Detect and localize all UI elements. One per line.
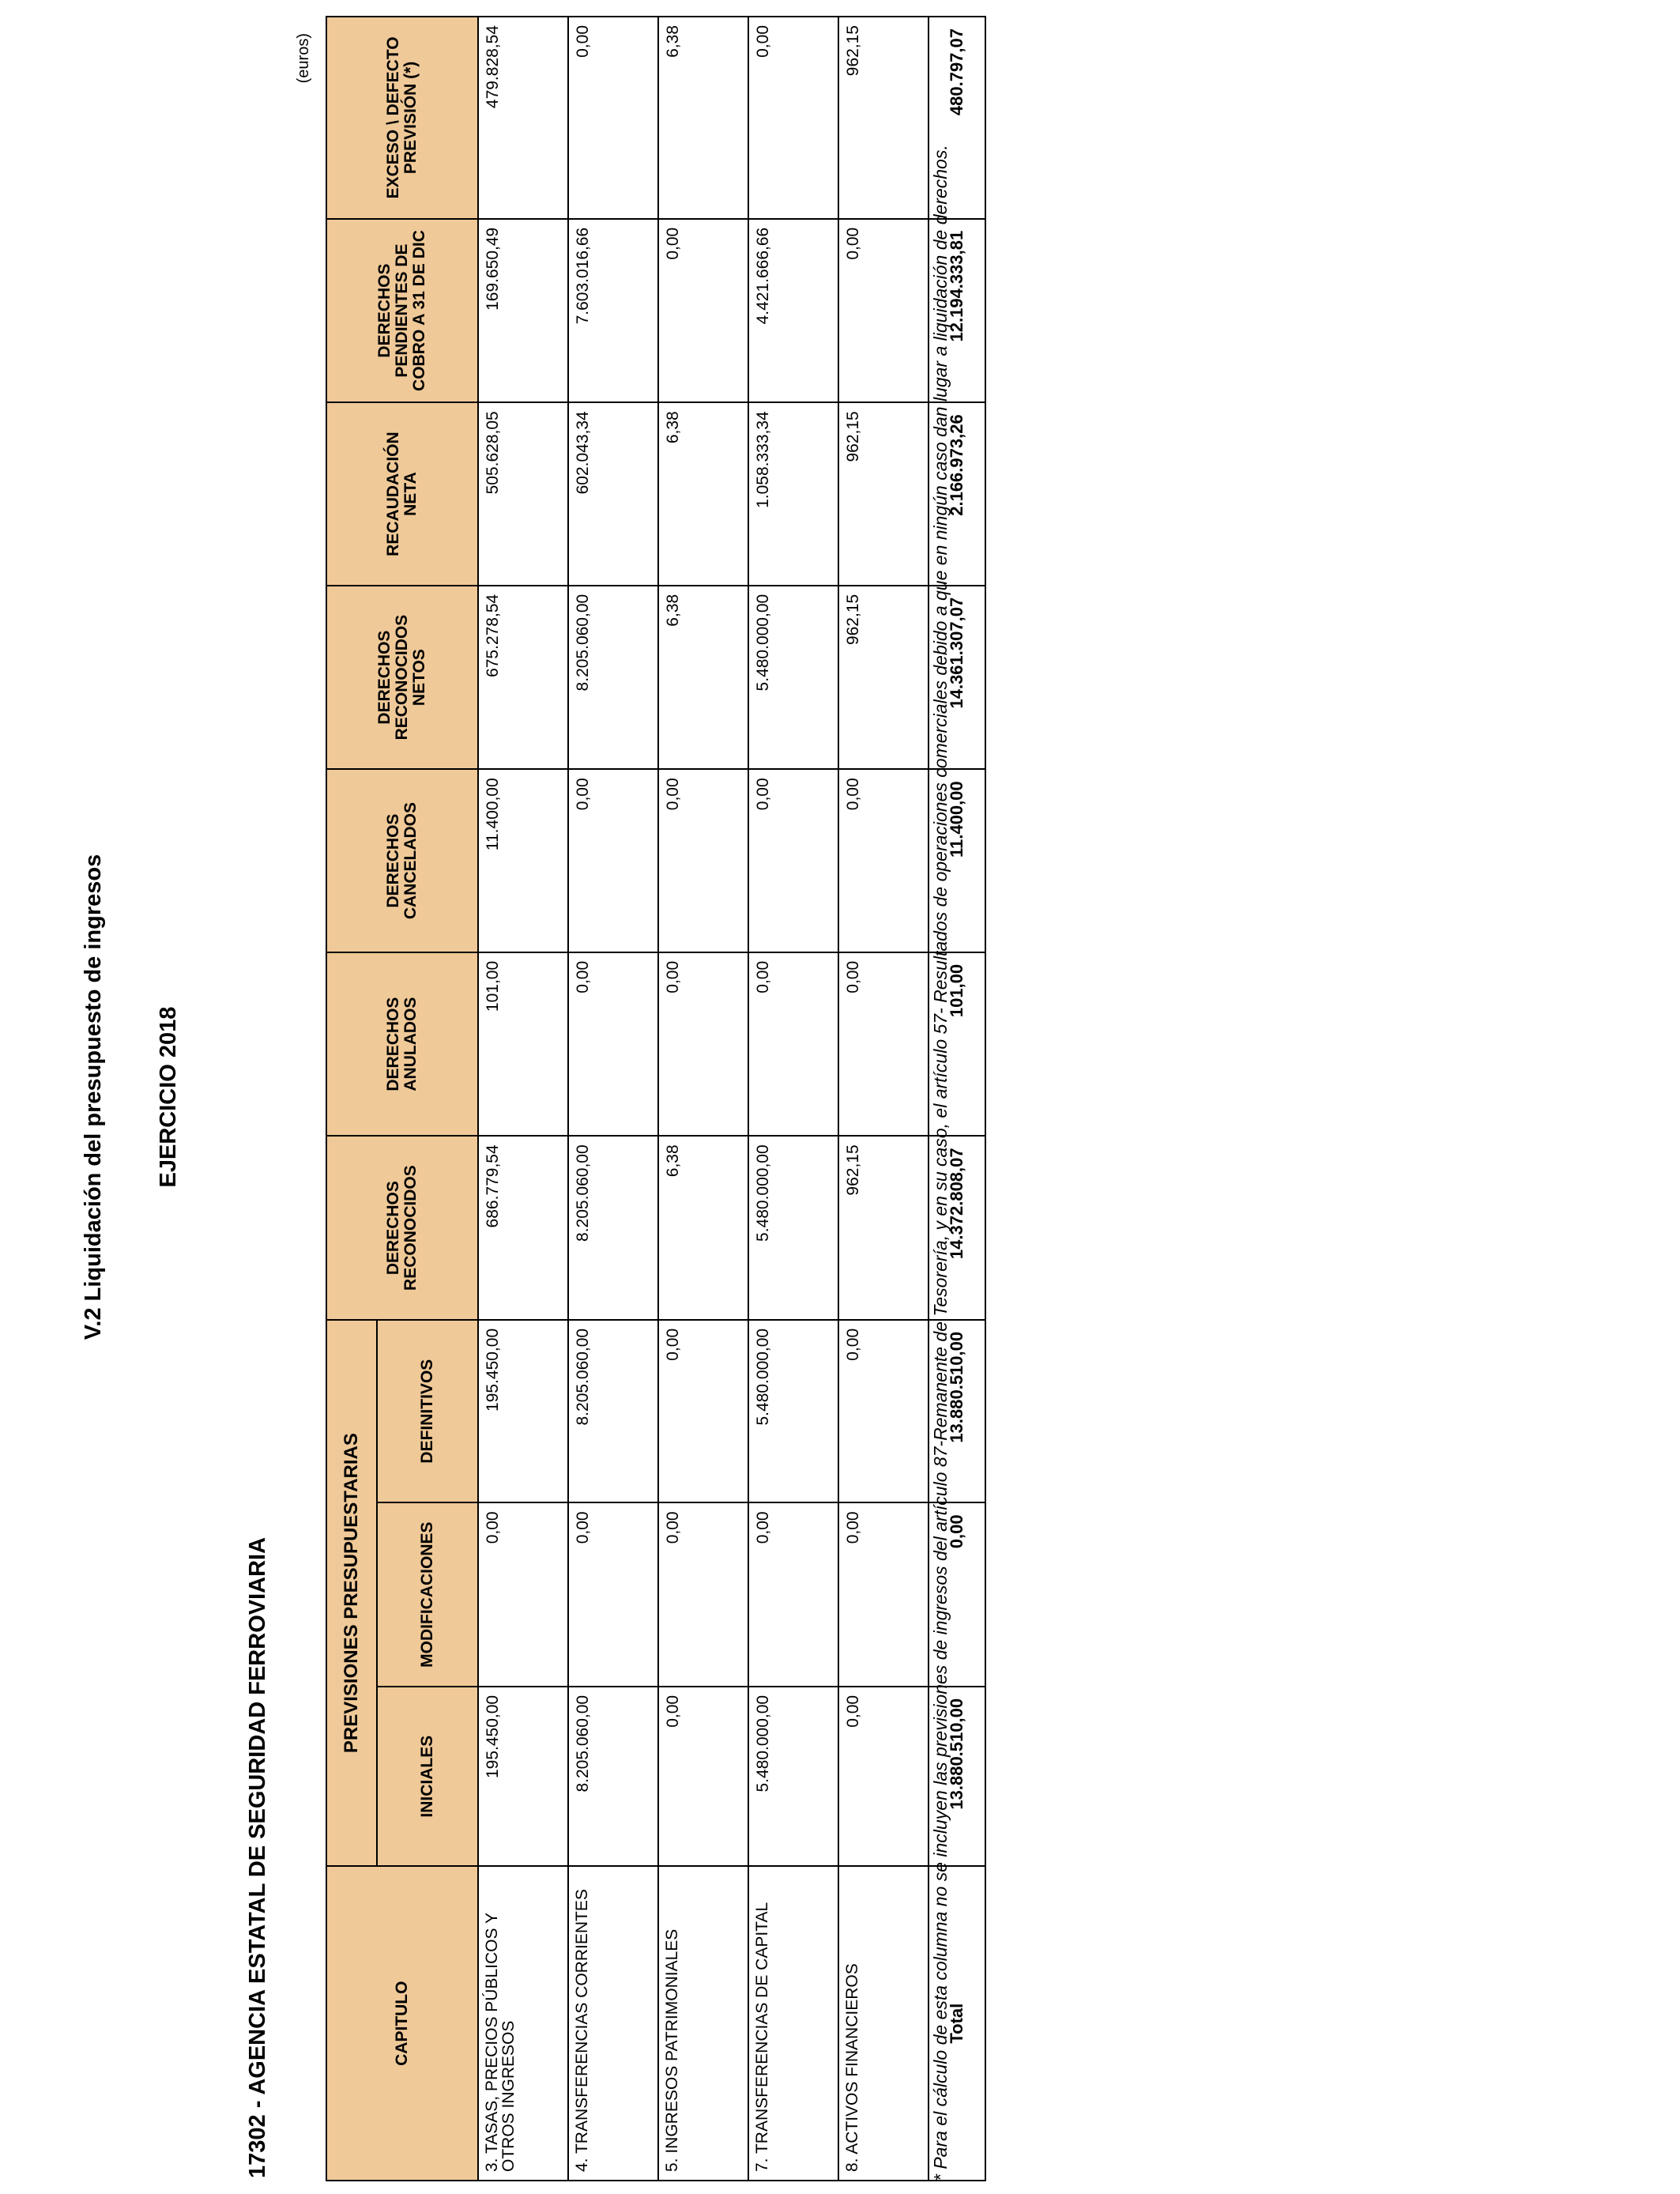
- cell-capitulo: Total: [929, 1866, 985, 2181]
- header-derechos-pendientes: DERECHOS PENDIENTES DE COBRO A 31 DE DIC: [326, 219, 478, 403]
- cell-cancelados: 0,00: [838, 769, 929, 952]
- footnote: * Para el cálculo de esta columna no se incluyen las previsiones de ingresos del artículo 87-Remanente de Tesorería, y en su caso, el artículo 57- Resultados de operaciones comerciales debido a que en ningún caso dan lugar a liquidación de derechos.: [930, 145, 951, 2181]
- header-recaudacion-neta: RECAUDACIÓN NETA: [326, 402, 478, 586]
- cell-iniciales: 0,00: [658, 1687, 748, 1866]
- header-capitulo: CAPITULO: [326, 1866, 478, 2181]
- cell-definitivos: 0,00: [838, 1320, 929, 1503]
- cell-iniciales: 13.880.510,00: [929, 1687, 985, 1866]
- cell-exceso: 0,00: [568, 17, 658, 219]
- cell-pendientes: 4.421.666,66: [748, 219, 838, 403]
- cell-reconocidos: 686.779,54: [478, 1136, 568, 1320]
- table-row: [568, 17, 658, 2181]
- cell-cancelados: 11.400,00: [929, 769, 985, 952]
- cell-recaudacion: 2.166.973,26: [929, 402, 985, 586]
- header-derechos-reconocidos-netos: DERECHOS RECONOCIDOS NETOS: [326, 586, 478, 770]
- cell-anulados: 0,00: [838, 952, 929, 1137]
- cell-exceso: 6,38: [658, 17, 748, 219]
- cell-netos: 962,15: [838, 586, 929, 770]
- cell-iniciales: 0,00: [838, 1687, 929, 1866]
- cell-netos: 14.361.307,07: [929, 586, 985, 770]
- cell-anulados: 0,00: [658, 952, 748, 1137]
- cell-cancelados: 0,00: [658, 769, 748, 952]
- cell-anulados: 101,00: [478, 952, 568, 1137]
- cell-anulados: 0,00: [748, 952, 838, 1137]
- cell-reconocidos: 14.372.808,07: [929, 1136, 985, 1320]
- cell-exceso: 0,00: [748, 17, 838, 219]
- cell-pendientes: 0,00: [658, 219, 748, 403]
- cell-iniciales: 5.480.000,00: [748, 1687, 838, 1866]
- cell-netos: 675.278,54: [478, 586, 568, 770]
- cell-anulados: 101,00: [929, 952, 985, 1137]
- cell-modificaciones: 0,00: [478, 1502, 568, 1687]
- document-subtitle: EJERCICIO 2018: [156, 1006, 181, 1188]
- header-derechos-cancelados: DERECHOS CANCELADOS: [326, 769, 478, 952]
- cell-cancelados: 0,00: [568, 769, 658, 952]
- cell-netos: 6,38: [658, 586, 748, 770]
- cell-modificaciones: 0,00: [658, 1502, 748, 1687]
- cell-definitivos: 5.480.000,00: [748, 1320, 838, 1503]
- cell-recaudacion: 6,38: [658, 402, 748, 586]
- table-row: [478, 17, 568, 2181]
- cell-anulados: 0,00: [568, 952, 658, 1137]
- cell-netos: 5.480.000,00: [748, 586, 838, 770]
- cell-definitivos: 195.450,00: [478, 1320, 568, 1503]
- cell-netos: 8.205.060,00: [568, 586, 658, 770]
- cell-modificaciones: 0,00: [838, 1502, 929, 1687]
- cell-cancelados: 11.400,00: [478, 769, 568, 952]
- header-iniciales: INICIALES: [377, 1687, 478, 1866]
- cell-pendientes: 7.603.016,66: [568, 219, 658, 403]
- cell-exceso: 479.828,54: [478, 17, 568, 219]
- cell-recaudacion: 505.628,05: [478, 402, 568, 586]
- cell-recaudacion: 602.043,34: [568, 402, 658, 586]
- cell-pendientes: 12.194.333,81: [929, 219, 985, 403]
- header-group-row: [326, 17, 377, 2181]
- cell-exceso: 480.797,07: [929, 17, 985, 219]
- cell-iniciales: 195.450,00: [478, 1687, 568, 1866]
- cell-definitivos: 13.880.510,00: [929, 1320, 985, 1503]
- table-row: [658, 17, 748, 2181]
- cell-reconocidos: 5.480.000,00: [748, 1136, 838, 1320]
- cell-capitulo: 4. TRANSFERENCIAS CORRIENTES: [568, 1866, 658, 2181]
- table-row: [838, 17, 929, 2181]
- header-modificaciones: MODIFICACIONES: [377, 1502, 478, 1687]
- cell-capitulo: 8. ACTIVOS FINANCIEROS: [838, 1866, 929, 2181]
- income-budget-table: [326, 16, 986, 2181]
- cell-exceso: 962,15: [838, 17, 929, 219]
- cell-pendientes: 0,00: [838, 219, 929, 403]
- cell-reconocidos: 962,15: [838, 1136, 929, 1320]
- cell-modificaciones: 0,00: [748, 1502, 838, 1687]
- cell-modificaciones: 0,00: [929, 1502, 985, 1687]
- cell-capitulo: 7. TRANSFERENCIAS DE CAPITAL: [748, 1866, 838, 2181]
- cell-capitulo: 5. INGRESOS PATRIMONIALES: [658, 1866, 748, 2181]
- cell-iniciales: 8.205.060,00: [568, 1687, 658, 1866]
- table-body: [478, 17, 985, 2181]
- cell-modificaciones: 0,00: [568, 1502, 658, 1687]
- entity-name: 17302 - AGENCIA ESTATAL DE SEGURIDAD FERROVIARIA: [245, 1536, 270, 2178]
- cell-reconocidos: 6,38: [658, 1136, 748, 1320]
- cell-capitulo: 3. TASAS, PRECIOS PÚBLICOS Y OTROS INGRESOS: [478, 1866, 568, 2181]
- header-previsiones-group: PREVISIONES PRESUPUESTARIAS: [326, 1320, 377, 1867]
- header-definitivos: DEFINITIVOS: [377, 1320, 478, 1503]
- cell-reconocidos: 8.205.060,00: [568, 1136, 658, 1320]
- header-derechos-reconocidos: DERECHOS RECONOCIDOS: [326, 1136, 478, 1320]
- header-derechos-anulados: DERECHOS ANULADOS: [326, 952, 478, 1137]
- cell-recaudacion: 962,15: [838, 402, 929, 586]
- document-title: V.2 Liquidación del presupuesto de ingresos: [81, 854, 106, 1340]
- header-exceso-defecto: EXCESO \ DEFECTO PREVISIÓN (*): [326, 17, 478, 219]
- cell-pendientes: 169.650,49: [478, 219, 568, 403]
- table-row: [748, 17, 838, 2181]
- cell-cancelados: 0,00: [748, 769, 838, 952]
- cell-recaudacion: 1.058.333,34: [748, 402, 838, 586]
- cell-definitivos: 0,00: [658, 1320, 748, 1503]
- units-label: (euros): [295, 33, 312, 84]
- cell-definitivos: 8.205.060,00: [568, 1320, 658, 1503]
